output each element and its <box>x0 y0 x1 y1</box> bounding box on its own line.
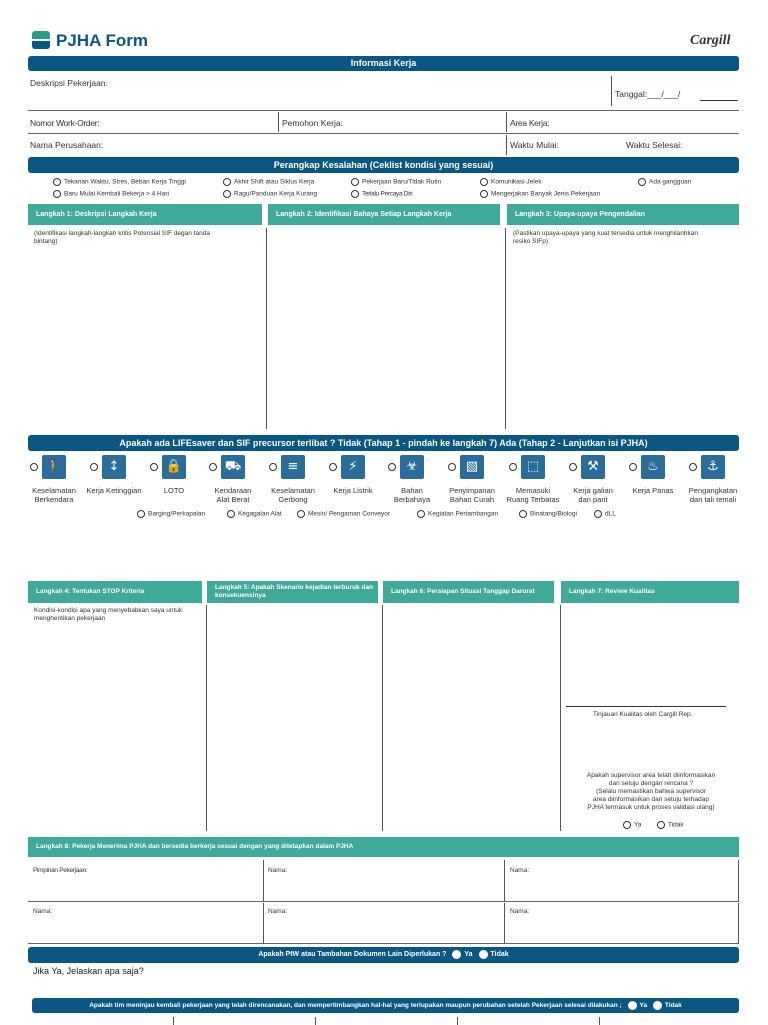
kendaraan-alat-berat-icon: ⛟ <box>221 455 245 479</box>
langkah-2-header: Langkah 2: Identifikasi Bahaya Setiap Langkah Kerja <box>268 204 500 225</box>
review-ya-option[interactable]: Ya <box>623 821 641 830</box>
nama-field[interactable]: Nama: <box>268 867 288 874</box>
keselamatan-berkendara-icon: 🚶 <box>42 455 66 479</box>
lifesaver-checkbox[interactable] <box>689 463 697 471</box>
lifesaver-label: Kerja Listrik <box>333 486 373 495</box>
lifesaver-checkbox[interactable] <box>90 463 98 471</box>
nama-field[interactable]: Nama: <box>268 908 288 915</box>
nama-field[interactable]: Nama: <box>510 867 530 874</box>
memasuki-ruang-terbatas-icon: ⬚ <box>521 455 545 479</box>
pimpinan-pekerjaan-field[interactable]: Pimpinan Pekerjaan: <box>33 867 88 874</box>
kerja-listrik-icon: ⚡ <box>341 455 365 479</box>
lifesaver-checkbox[interactable] <box>629 463 637 471</box>
trap-option[interactable]: Mengerjakan Banyak Jenis Pekerjaan <box>480 190 600 199</box>
trap-option[interactable]: Baru Mulai Kembali Bekerja > 4 Hari <box>53 190 169 199</box>
lifesaver-extra-option[interactable]: Kegiatan Pertambangan <box>417 510 498 519</box>
langkah-7-header: Langkah 7: Review Kualitas <box>561 581 739 603</box>
pemohon-kerja-field[interactable]: Pemohon Kerja: <box>282 118 343 128</box>
lifesaver-checkbox[interactable] <box>150 463 158 471</box>
final-tidak-radio[interactable] <box>653 1001 662 1010</box>
bahan-berbahaya-icon: ☣ <box>400 455 424 479</box>
lifesaver-checkbox[interactable] <box>30 463 38 471</box>
kerja-panas-icon: ♨ <box>641 455 665 479</box>
lifesaver-label: Memasuki Ruang Terbatas <box>506 486 560 504</box>
lifesaver-label: Kendaraan Alat Berat <box>214 486 252 504</box>
lifesaver-label: Kerja galian dan parit <box>573 486 613 504</box>
trap-option[interactable]: Ragu/Panduan Kerja Kurang <box>223 190 317 199</box>
final-review-bar: Apakah tim meninjau kembali pekerjaan yang telah direncanakan, dan mempertimbangkan hal-hal yang terlupakan maupun perubahan setelah Pekerjaan selesai dilakukan ; Ya Tidak <box>32 998 739 1013</box>
lifesaver-extra-option[interactable]: Kegagalan Alat <box>227 510 282 519</box>
langkah-4-header: Langkah 4: Tentukan STOP Kriteria <box>28 581 202 603</box>
pengangkatan-icon: ⚓ <box>701 455 725 479</box>
langkah-3-note: (Pastikan upaya-upaya yang kuat tersedia untuk menghilanhkan resiko SIFp) <box>513 230 699 245</box>
trap-option[interactable]: Pekerjaan Baru/Tidak Rutin <box>351 178 441 187</box>
area-kerja-field[interactable]: Area Kerja: <box>510 118 550 128</box>
lifesaver-extra-option[interactable]: dLL <box>594 510 616 519</box>
cargill-logo: Cargill <box>690 33 731 48</box>
loto-icon: 🔒 <box>162 455 186 479</box>
langkah-3-header: Langkah 3: Upaya-upaya Pengendalian <box>507 204 739 225</box>
informasi-kerja-bar: Informasi Kerja <box>28 56 739 71</box>
waktu-mulai-field[interactable]: Waktu Mulai: <box>510 140 559 150</box>
supervisor-question: Apakah supervisor area telah diinformasikan dan setuju dengan rencana ? (Selalu memastikan bahwa supervisor area diinformasikan dan setuju terhadap PJHA termasuk untuk proses validasi ulang) <box>586 772 716 811</box>
lifesaver-extra-option[interactable]: Barging/Perkapalan <box>137 510 205 519</box>
ptw-ya-radio[interactable] <box>452 950 461 959</box>
ptw-tidak-radio[interactable] <box>479 950 488 959</box>
lifesaver-checkbox[interactable] <box>209 463 217 471</box>
trap-option[interactable]: Akhir Shift atau Siklus Kerja <box>223 178 314 187</box>
lifesaver-label: Pengangkatan dan tali temali <box>688 486 738 504</box>
nama-perusahaan-field[interactable]: Nama Perusahaan: <box>30 140 104 150</box>
lifesaver-label: Keselamatan Berkendara <box>32 486 76 504</box>
kerja-ketinggian-icon: ↕ <box>102 455 126 479</box>
langkah-1-note: (Identifikasi langkah-langkah kritis Potensial SIF degan tanda bintang) <box>34 230 210 245</box>
nomor-work-order-field[interactable]: Nomor Work-Order: <box>30 118 100 128</box>
trap-option[interactable]: Tekanan Waktu, Stres, Beban Kerja Tinggi <box>53 178 186 187</box>
ptw-followup-label: Jika Ya, Jelaskan apa saja? <box>33 966 144 976</box>
tanggal-field[interactable]: Tanggal:___/___/ <box>615 89 681 99</box>
lifesaver-checkbox[interactable] <box>509 463 517 471</box>
logo-mark <box>32 31 50 49</box>
lifesaver-extra-option[interactable]: Binatang/Biologi <box>519 510 577 519</box>
nama-field[interactable]: Nama: <box>510 908 530 915</box>
review-tidak-option[interactable]: Tidak <box>657 821 684 830</box>
lifesaver-label: Penyimpanan Bahan Curah <box>449 486 495 504</box>
lifesaver-checkbox[interactable] <box>329 463 337 471</box>
lifesaver-checkbox[interactable] <box>269 463 277 471</box>
lifesaver-label: Bahan Berbahaya <box>393 486 431 504</box>
form-title: PJHA Form <box>56 31 148 50</box>
lifesaver-checkbox[interactable] <box>388 463 396 471</box>
lifesaver-label: LOTO <box>163 486 185 495</box>
lifesaver-extra-option[interactable]: Mesin/ Pengaman Conveyor <box>297 510 390 519</box>
langkah-8-header: Langkah 8: Pekerja Menerima PJHA dan bersedia berkerja sesuai dengan yang ditetapkan dalam PJHA <box>28 837 739 857</box>
lifesaver-label: Keselamatan Gerbong <box>271 486 315 504</box>
trap-option[interactable]: Ada gangguan <box>638 178 691 187</box>
keselamatan-gerbong-icon: ≡ <box>281 455 305 479</box>
langkah-5-header: Langkah 5: Apakah Skenario kejadian terburuk dan konsekuensinya <box>207 581 378 603</box>
lifesaver-checkbox[interactable] <box>448 463 456 471</box>
deskripsi-label: Deskripsi Pekerjaan: <box>30 78 108 88</box>
langkah-6-header: Langkah 6: Persiapan Situasi Tanggap Darurat <box>383 581 554 603</box>
langkah-4-note: Kondisi-kondisi apa yang menyebabkan saya untuk menghentikan pekerjaan <box>34 607 183 622</box>
lifesaver-label: Kerja Ketinggian <box>86 486 142 495</box>
final-ya-radio[interactable] <box>628 1001 637 1010</box>
nama-field[interactable]: Nama: <box>33 908 53 915</box>
lifesaver-label: Kerja Panas <box>632 486 674 495</box>
kerja-galian-icon: ⚒ <box>581 455 605 479</box>
lifesaver-bar: Apakah ada LIFEsaver dan SIF precursor terlibat ? Tidak (Tahap 1 - pindah ke langkah 7) Ada (Tahap 2 - Lanjutkan isi PJHA) <box>28 435 739 451</box>
ptw-bar: Apakah PtW atau Tambahan Dokumen Lain Diperlukan ? Ya Tidak <box>28 947 739 963</box>
trap-option[interactable]: Terlalu Percaya Diri <box>351 190 412 199</box>
lifesaver-checkbox[interactable] <box>569 463 577 471</box>
perangkap-kesalahan-bar: Perangkap Kesalahan (Ceklist kondisi yang sesuai) <box>28 157 739 173</box>
penyimpanan-bahan-curah-icon: ▧ <box>460 455 484 479</box>
tinjauan-kualitas-label: Tinjauan Kualitas oleh Cargill Rep. <box>593 711 693 718</box>
waktu-selesai-field[interactable]: Waktu Selesai: <box>626 140 683 150</box>
trap-option[interactable]: Komunikasi Jelek <box>480 178 542 187</box>
langkah-1-header: Langkah 1: Deskripsi Langkah Kerja <box>28 204 262 225</box>
